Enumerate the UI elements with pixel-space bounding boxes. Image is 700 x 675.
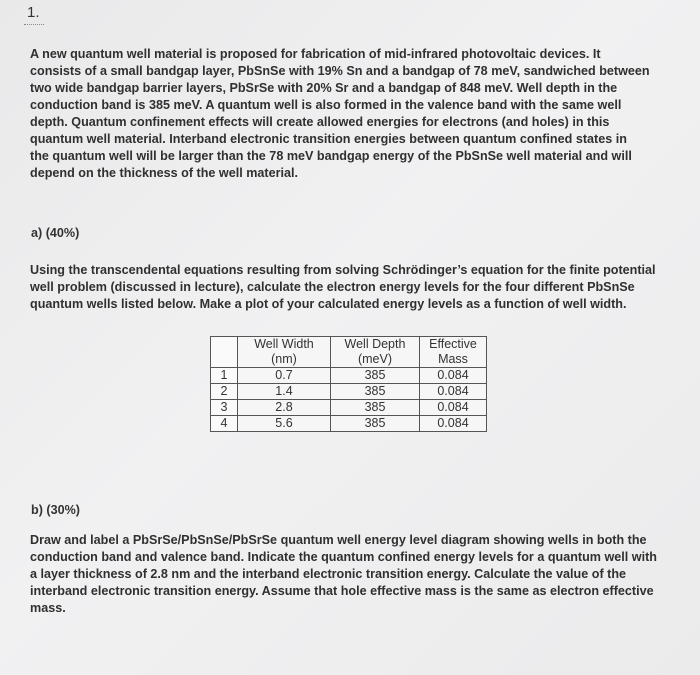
table-row [211,400,487,416]
part-b-paragraph [30,532,690,617]
header-well-width [238,337,331,368]
question-number: 1. [27,4,40,21]
cell-well-depth: 385 [331,416,420,432]
part-b-line: interband electronic transition energy. Assume that hole effective mass is the same as electron effective [30,584,654,598]
table-header-row [211,337,487,368]
part-b-line: conduction band and valence band. Indicate the quantum confined energy levels for a quantum well with [30,550,657,564]
header-effective-mass [420,337,487,368]
header-effective-mass-line1: Effective [429,337,477,351]
part-b-label: b) (30%) [31,503,80,517]
cell-effective-mass: 0.084 [420,368,487,384]
row-index: 2 [211,384,238,400]
intro-line: conduction band is 385 meV. A quantum well is also formed in the valence band with the same well [30,98,622,112]
part-a-paragraph [30,262,690,313]
cell-effective-mass: 0.084 [420,416,487,432]
cell-well-depth: 385 [331,400,420,416]
intro-line: quantum well material. Interband electronic transition energies between quantum confined states in [30,132,627,146]
row-index: 1 [211,368,238,384]
cell-well-width: 5.6 [238,416,331,432]
cell-well-depth: 385 [331,384,420,400]
intro-line: the quantum well will be larger than the 78 meV bandgap energy of the PbSnSe well material and will [30,149,632,163]
table-row [211,416,487,432]
part-a-label: a) (40%) [31,226,80,240]
cell-effective-mass: 0.084 [420,384,487,400]
table-row [211,384,487,400]
part-b-line: mass. [30,601,66,615]
intro-line: two wide bandgap barrier layers, PbSrSe with 20% Sr and a bandgap of 848 meV. Well depth in the [30,81,618,95]
cell-well-width: 1.4 [238,384,331,400]
row-index: 4 [211,416,238,432]
table-row [211,368,487,384]
cell-well-depth: 385 [331,368,420,384]
intro-line: depend on the thickness of the well material. [30,166,299,180]
part-a-line: well problem (discussed in lecture), calculate the electron energy levels for the four different PbSnSe [30,280,635,294]
part-a-line: quantum wells listed below. Make a plot of your calculated energy levels as a function of well width. [30,297,627,311]
part-b-line: Draw and label a PbSrSe/PbSnSe/PbSrSe quantum well energy level diagram showing wells in both the [30,533,647,547]
header-well-width-line1: Well Width [254,337,314,351]
header-well-width-line2: (nm) [271,352,297,366]
intro-paragraph [30,46,690,182]
cell-well-width: 2.8 [238,400,331,416]
cell-well-width: 0.7 [238,368,331,384]
part-b-line: a layer thickness of 2.8 nm and the interband electronic transition energy. Calculate the value of the [30,567,627,581]
header-index-cell [211,337,238,368]
intro-line: depth. Quantum confinement effects will create allowed energies for electrons (and holes) in this [30,115,610,129]
header-well-depth [331,337,420,368]
cell-effective-mass: 0.084 [420,400,487,416]
header-effective-mass-line2: Mass [438,352,468,366]
part-a-line: Using the transcendental equations resulting from solving Schrödinger’s equation for the finite potential [30,263,656,277]
well-parameters-table [210,336,487,432]
row-index: 3 [211,400,238,416]
header-well-depth-line1: Well Depth [344,337,406,351]
intro-line: consists of a small bandgap layer, PbSnSe with 19% Sn and a bandgap of 78 meV, sandwiched between [30,64,650,78]
question-number-underline [24,24,44,25]
intro-line: A new quantum well material is proposed for fabrication of mid-infrared photovoltaic devices. It [30,47,601,61]
header-well-depth-line2: (meV) [357,352,393,366]
